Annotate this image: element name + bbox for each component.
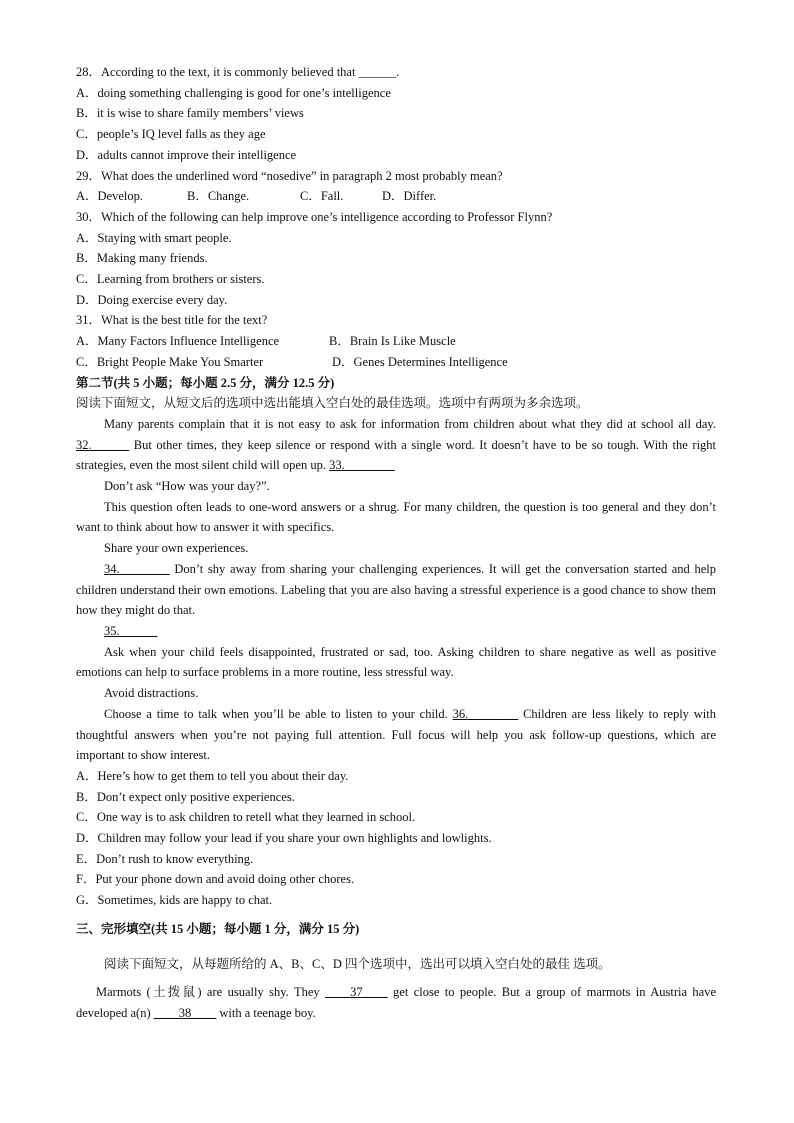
blank-35: 35.______ bbox=[104, 623, 158, 638]
passage-paragraph-4: Ask when your child feels disappointed, frustrated or sad, too. Asking children to share negative as well as positive emotions can help to surface problems in a more routine, less stressful way. bbox=[76, 644, 716, 680]
question-29-option-a: A．Develop. bbox=[76, 189, 143, 204]
passage-heading-3: Avoid distractions. bbox=[104, 686, 199, 701]
blank-37: ____37____ bbox=[325, 985, 388, 1000]
question-31-stem: 31．What is the best title for the text? bbox=[76, 313, 268, 328]
passage-blank-35-line bbox=[76, 621, 716, 642]
question-31-options-row1 bbox=[76, 331, 716, 352]
paragraph-1-text-a: Many parents complain that it is not easy to ask for information from children about what they did at school all day. bbox=[104, 416, 716, 431]
question-31-option-b: B．Brain Is Like Muscle bbox=[329, 334, 456, 349]
paragraph-5-text-b: Children are less likely to reply with thoughtful answers when you’re not paying full attention. Full focus will help you ask follow-up questions, which are important to show interest. bbox=[76, 706, 716, 763]
paragraph-5-text-a: Choose a time to talk when you’ll be able to listen to your child. bbox=[104, 706, 448, 721]
section-2-option-f: F．Put your phone down and avoid doing other chores. bbox=[76, 872, 355, 887]
section-2-heading: 第二节(共 5 小题；每小题 2.5 分，满分 12.5 分) bbox=[76, 375, 335, 390]
question-28-option-d: D．adults cannot improve their intelligence bbox=[76, 147, 297, 162]
passage-paragraph-2: This question often leads to one-word answers or a shrug. For many children, the question is too general and they don’t want to think about how to answer it with specifics. bbox=[76, 499, 716, 535]
passage-heading-2: Share your own experiences. bbox=[104, 541, 249, 556]
question-30-option-b: B．Making many friends. bbox=[76, 251, 208, 266]
question-30-option-d: D．Doing exercise every day. bbox=[76, 292, 228, 307]
cloze-paragraph-1 bbox=[76, 982, 716, 1023]
cloze-text-b: get close to people. But a group of marmots in Austria have developed a(n) bbox=[76, 985, 717, 1020]
blank-32: 32.______ bbox=[76, 437, 130, 452]
question-31-options-row2 bbox=[76, 352, 716, 373]
passage-heading-1: Don’t ask “How was your day?”. bbox=[104, 479, 270, 494]
blank-33: 33.________ bbox=[329, 458, 395, 473]
question-29-option-b: B．Change. bbox=[187, 189, 250, 204]
question-28-option-c: C．people’s IQ level falls as they age bbox=[76, 127, 266, 142]
paragraph-1-text-b: But other times, they keep silence or respond with a single word. It doesn’t have to be so tough. With the right strategies, even the most silent child will open up. bbox=[76, 437, 717, 473]
question-31-option-c: C．Bright People Make You Smarter bbox=[76, 354, 264, 369]
section-2-option-d: D．Children may follow your lead if you share your own highlights and lowlights. bbox=[76, 831, 492, 846]
section-2-instruction: 阅读下面短文，从短文后的选项中选出能填入空白处的最佳选项。选项中有两项为多余选项。 bbox=[76, 396, 589, 411]
passage-paragraph-3 bbox=[76, 559, 716, 621]
section-2-option-e: E．Don’t rush to know everything. bbox=[76, 851, 254, 866]
question-30-option-a: A．Staying with smart people. bbox=[76, 230, 232, 245]
section-2-option-b: B．Don’t expect only positive experiences. bbox=[76, 789, 295, 804]
blank-38: ____38____ bbox=[153, 1005, 217, 1020]
question-31-option-d: D．Genes Determines Intelligence bbox=[332, 354, 508, 369]
blank-36: 36.________ bbox=[452, 706, 519, 721]
section-2-option-c: C．One way is to ask children to retell what they learned in school. bbox=[76, 810, 416, 825]
section-3-heading: 三、完形填空(共 15 小题；每小题 1 分，满分 15 分) bbox=[76, 921, 360, 936]
question-30-option-c: C．Learning from brothers or sisters. bbox=[76, 272, 265, 287]
cloze-text-c: with a teenage boy. bbox=[219, 1005, 316, 1020]
question-28-option-b: B．it is wise to share family members’ views bbox=[76, 106, 304, 121]
paragraph-3-text: Don’t shy away from sharing your challenging experiences. It will get the conversation started and help children understand their own emotions. Labeling that you are also having a stressful experience is a good chance to show them how they might do that. bbox=[76, 561, 716, 618]
question-29-stem: 29．What does the underlined word “nosedive” in paragraph 2 most probably mean? bbox=[76, 168, 503, 183]
question-30-stem: 30．Which of the following can help improve one’s intelligence according to Professor Flynn? bbox=[76, 209, 553, 224]
question-29-option-d: D．Differ. bbox=[382, 189, 437, 204]
section-2-option-a: A．Here’s how to get them to tell you about their day. bbox=[76, 768, 349, 783]
question-29-options bbox=[76, 186, 716, 207]
passage-paragraph-5 bbox=[76, 704, 716, 766]
question-28-option-a: A．doing something challenging is good for one’s intelligence bbox=[76, 85, 391, 100]
passage-paragraph-1 bbox=[76, 414, 716, 476]
blank-34: 34.________ bbox=[104, 561, 170, 576]
cloze-text-a: Marmots (土拨鼠) are usually shy. They bbox=[96, 985, 320, 1000]
section-3-instruction: 阅读下面短文，从每题所给的 A、B、C、D 四个选项中，选出可以填入空白处的最佳 选项。 bbox=[104, 956, 611, 971]
question-31-option-a: A．Many Factors Influence Intelligence bbox=[76, 334, 280, 349]
question-28-stem: 28．According to the text, it is commonly believed that ______. bbox=[76, 65, 400, 79]
question-29-option-c: C．Fall. bbox=[300, 189, 344, 204]
exam-page bbox=[76, 62, 716, 1024]
section-2-option-g: G．Sometimes, kids are happy to chat. bbox=[76, 893, 273, 908]
